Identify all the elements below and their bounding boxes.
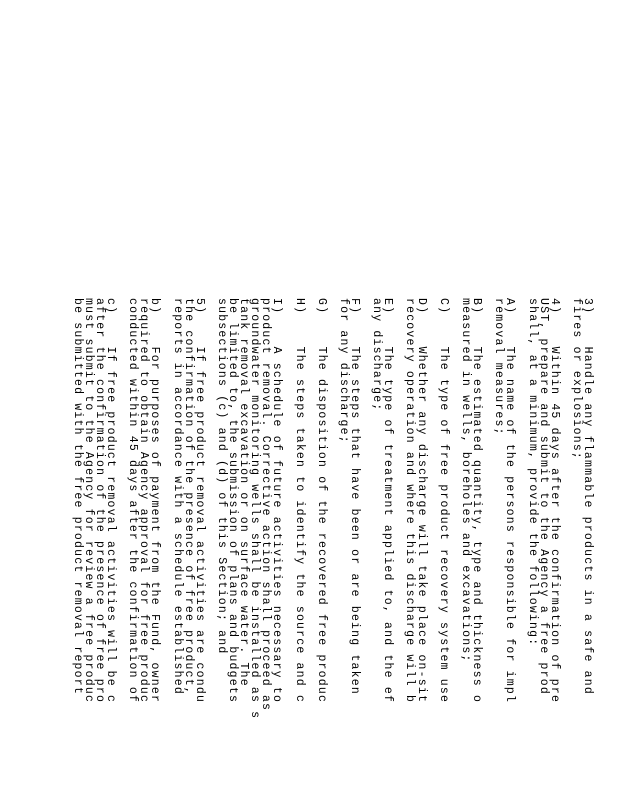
text-line: subsections (c) and (d) of this Section; and xyxy=(214,298,228,655)
text-line: D) Whether any discharge will take place on-sit xyxy=(414,298,428,704)
text-line: removal measures; xyxy=(492,298,506,436)
text-line: E) The type of treatment applied to, and the ef xyxy=(381,298,395,704)
text-line: be limited to, the submission of plans and budgets xyxy=(226,298,239,704)
paragraph-gap xyxy=(305,298,316,800)
text-line: I) A schedule of future activities necessary to xyxy=(270,298,284,704)
paragraph-gap xyxy=(282,298,293,800)
text-line: for any discharge; xyxy=(336,298,350,444)
text-line: tank removal excavation or on surface water. The xyxy=(237,298,251,687)
text-line: be submitted with the free product removal report xyxy=(70,298,84,695)
text-line: any discharge; xyxy=(370,298,384,412)
text-line: 3) Handle any flammable products in a safe and xyxy=(581,298,594,695)
paragraph-gap xyxy=(160,298,171,800)
text-line: measured in wells, boreholes and excavations; xyxy=(458,298,472,663)
text-line: b) For purposes of payment from the Fund, owner xyxy=(148,298,162,704)
text-line: 5) If free product removal activities are condu xyxy=(192,298,206,704)
text-line: F) The steps that have been or are being taken xyxy=(348,298,362,695)
text-line: required to obtain Agency approval for free produc xyxy=(137,298,151,704)
text-line: the confirmation of the presence of free product, xyxy=(181,298,195,695)
text-line: shall, at a minimum, provide the following: xyxy=(525,298,539,647)
text-line: c) If free product removal activities will be c xyxy=(103,298,117,704)
text-line: fires or explosions; xyxy=(569,298,583,461)
rotated-text-block xyxy=(72,298,593,800)
text-line: conducted within 45 days after the confirmation of xyxy=(126,298,140,704)
text-line: UST, prepare and submit to the Agency a free prod xyxy=(536,298,550,695)
text-line: must submit to the Agency for review a free produc xyxy=(81,298,95,704)
text-line: groundwater monitoring wells shall be installed as s xyxy=(248,298,262,720)
text-line: B) The estimated quantity, type and thickness o xyxy=(470,298,484,704)
text-line: reports in accordance with a schedule established xyxy=(170,298,184,695)
text-line: after the confirmation of the presence of free pro xyxy=(92,298,106,704)
text-line: product removal. Corrective action shall proceed as xyxy=(259,298,273,712)
text-line: H) The steps taken to identify the source and c xyxy=(292,298,306,704)
text-line: A) The name of the persons responsible for impl xyxy=(503,298,517,704)
text-line: 4) Within 45 days after the confirmation of pre xyxy=(547,298,561,704)
text-line: C) The type of free product recovery system use xyxy=(436,298,450,704)
text-line: G) The disposition of the recovered free produc xyxy=(314,298,328,704)
paragraph-gap xyxy=(515,298,526,800)
text-line: recovery operation and where this discharge will b xyxy=(403,298,417,704)
